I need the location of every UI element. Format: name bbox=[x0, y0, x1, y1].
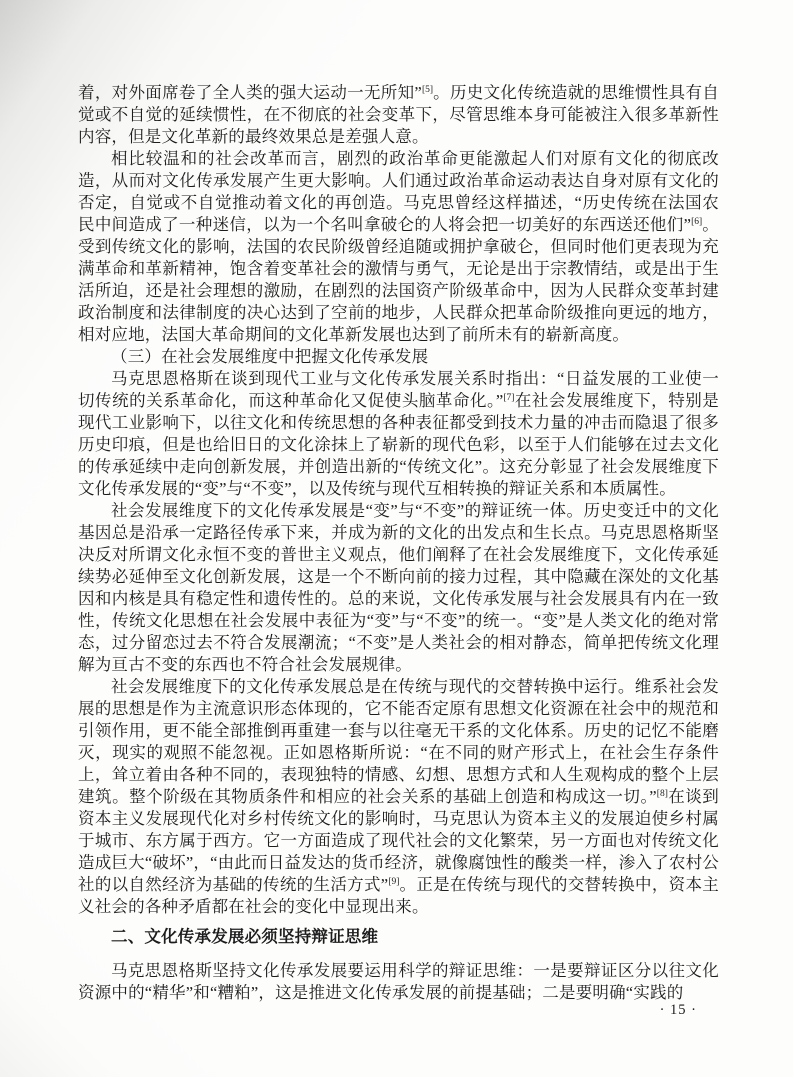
paragraph: 社会发展维度下的文化传承发展总是在传统与现代的交替转换中运行。维系社会发展的思想是作为主流意识形态体现的，它不能否定原有思想文化资源在社会中的规范和引领作用，更不能全部推倒再重建一套与以往毫无干系的文化体系。历史的记忆不能磨灭，现实的观照不能忽视。正如恩格斯所说：“在不同的财产形式上，在社会生存条件上，耸立着由各种不同的，表现独特的情感、幻想、思想方式和人生观构成的整个上层建筑。整个阶级在其物质条件和相应的社会关系的基础上创造和构成这一切。”[8]在谈到资本主义发展现代化对乡村传统文化的影响时，马克思认为资本主义的发展迫使乡村属于城市、东方属于西方。它一方面造成了现代社会的文化繁荣，另一方面也对传统文化造成巨大“破坏”，“由此而日益发达的货币经济，就像腐蚀性的酸类一样，渗入了农村公社的以自然经济为基础的传统的生活方式”[9]。正是在传统与现代的交替转换中，资本主义社会的各种矛盾都在社会的变化中显现出来。 bbox=[78, 677, 719, 916]
citation-ref: [8] bbox=[656, 789, 668, 799]
citation-ref: [7] bbox=[503, 393, 515, 403]
citation-ref: [6] bbox=[691, 217, 703, 227]
section-heading: 二、文化传承发展必须坚持辩证思维 bbox=[111, 928, 379, 946]
document-body bbox=[78, 82, 719, 1004]
paragraph: 马克思恩格斯坚持文化传承发展要运用科学的辩证思维：一是要辩证区分以往文化资源中的“精华”和“糟粕”，这是推进文化传承发展的前提基础；二是要明确“实践的 bbox=[78, 961, 719, 1002]
paragraph: 相比较温和的社会改革而言，剧烈的政治革命更能激起人们对原有文化的彻底改造，从而对文化传承发展产生更大影响。人们通过政治革命运动表达自身对原有文化的否定，自觉或不自觉推动着文化的再创造。马克思曾经这样描述，“历史传统在法国农民中间造成了一种迷信，以为一个名叫拿破仑的人将会把一切美好的东西送还他们”[6]。受到传统文化的影响，法国的农民阶级曾经追随或拥护拿破仑，但同时他们更表现为充满革命和革新精神，饱含着变革社会的激情与勇气，无论是出于宗教情结，或是出于生活所迫，还是社会理想的激励，在剧烈的法国资产阶级革命中，因为人民群众变革封建政治制度和法律制度的决心达到了空前的地步，人民群众把革命阶级推向更远的地方，相对应地，法国大革命期间的文化革新发展也达到了前所未有的崭新高度。 bbox=[78, 149, 719, 344]
paragraph: 社会发展维度下的文化传承发展是“变”与“不变”的辩证统一体。历史变迁中的文化基因总是沿承一定路径传承下来，并成为新的文化的出发点和生长点。马克思恩格斯坚决反对所谓文化永恒不变的普世主义观点，他们阐释了在社会发展维度下，文化传承延续势必延伸至文化创新发展，这是一个不断向前的接力过程，其中隐藏在深处的文化基因和内核是具有稳定性和遗传性的。总的来说，文化传承发展与社会发展具有内在一致性，传统文化思想在社会发展中表征为“变”与“不变”的统一。“变”是人类文化的绝对常态，过分留恋过去不符合发展潮流；“不变”是人类社会的相对静态，简单把传统文化理解为亘古不变的东西也不符合社会发展规律。 bbox=[78, 501, 719, 674]
paragraph: 马克思恩格斯在谈到现代工业与文化传承发展关系时指出：“日益发展的工业使一切传统的关系革命化，而这种革命化又促使头脑革命化。”[7]在社会发展维度下，特别是现代工业影响下，以往文化和传统思想的各种表征都受到技术力量的冲击而隐退了很多历史印痕，但是也给旧日的文化涂抹上了崭新的现代色彩，以至于人们能够在过去文化的传承延续中走向创新发展，并创造出新的“传统文化”。这充分彰显了社会发展维度下文化传承发展的“变”与“不变”，以及传统与现代互相转换的辩证关系和本质属性。 bbox=[78, 369, 719, 498]
subsection-heading: （三）在社会发展维度中把握文化传承发展 bbox=[111, 347, 429, 366]
page-number: · 15 · bbox=[659, 1002, 697, 1018]
citation-ref: [5] bbox=[421, 85, 434, 95]
paragraph: 着，对外面席卷了全人类的强大运动一无所知”[5]。历史文化传统造就的思维惯性具有自觉或不自觉的延续惯性，在不彻底的社会变革下，尽管思维本身可能被注入很多革新性内容，但是文化革新的最终效果总是差强人意。 bbox=[78, 83, 719, 146]
citation-ref: [9] bbox=[388, 877, 400, 887]
